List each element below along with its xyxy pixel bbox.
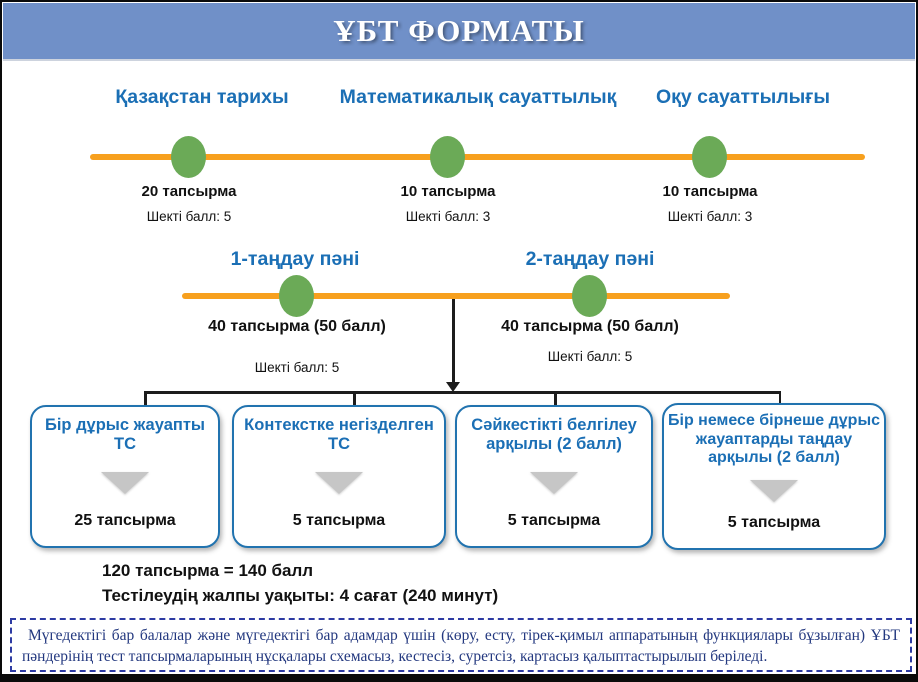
timeline-dot-icon (572, 275, 607, 317)
threshold-label: Шекті балл: 5 (254, 360, 340, 375)
tasks-count-label: 10 тапсырма (400, 183, 496, 200)
total-duration: Тестілеудің жалпы уақыты: 4 сағат (240 минут) (102, 586, 499, 605)
total-tasks-points: 120 тапсырма = 140 балл (102, 561, 314, 580)
task-type-title: Контекстке негізделген ТС (244, 416, 434, 454)
tasks-count-label: 40 тапсырма (50 балл) (501, 318, 679, 335)
header-bar (3, 3, 915, 61)
down-triangle-icon (315, 472, 363, 494)
threshold-label: Шекті балл: 5 (547, 349, 633, 364)
threshold-label: Шекті балл: 5 (146, 209, 232, 224)
subject-title-history: Қазақстан тарихы (115, 86, 289, 108)
subject-title-elective-2: 2-таңдау пәні (525, 248, 655, 270)
tasks-count-label: 20 тапсырма (141, 183, 237, 200)
timeline-dot-icon (692, 136, 727, 178)
task-type-box-multiple-answers (662, 403, 886, 550)
subject-title-elective-1: 1-таңдау пәні (230, 248, 360, 270)
totals-summary (102, 558, 498, 608)
connector-horizontal-line (144, 391, 781, 394)
threshold-label: Шекті балл: 3 (405, 209, 491, 224)
task-type-count: 5 тапсырма (292, 512, 386, 529)
down-triangle-icon (750, 480, 798, 502)
timeline-dot-icon (171, 136, 206, 178)
subject-title-math-literacy: Математикалық сауаттылық (339, 86, 617, 108)
down-triangle-icon (530, 472, 578, 494)
subject-title-reading-literacy: Оқу сауаттылығы (655, 86, 831, 108)
task-type-title: Бір немесе бірнеше дұрыс жауаптарды таңдау арқылы (2 балл) (668, 412, 881, 467)
tasks-count-label: 10 тапсырма (662, 183, 758, 200)
task-type-count: 25 тапсырма (74, 512, 176, 529)
task-type-box-matching (455, 405, 653, 548)
timeline-dot-icon (430, 136, 465, 178)
task-type-title: Сәйкестікті белгілеу арқылы (2 балл) (471, 416, 637, 454)
timeline-row1-line (90, 154, 865, 160)
task-type-count: 5 тапсырма (727, 513, 821, 531)
accessibility-footnote: Мүгедектігі бар балалар және мүгедектігі бар адамдар үшін (көру, есту, тірек-қимыл аппаратының функциялары бұзылған) ҰБТ пәндерінің тест тапсырмаларының нұсқалары схемасыз, кестесіз, суретсіз, картасыз қалыптастырылып беріледі. (10, 618, 912, 672)
tasks-count-label: 40 тапсырма (50 балл) (208, 318, 386, 335)
connector-vertical-line (452, 299, 455, 383)
task-type-count: 5 тапсырма (507, 512, 601, 529)
page-title: ҰБТ ФОРМАТЫ (333, 13, 585, 48)
down-triangle-icon (101, 472, 149, 494)
task-type-box-single-answer (30, 405, 220, 548)
task-type-title: Бір дұрыс жауапты ТС (44, 416, 206, 454)
threshold-label: Шекті балл: 3 (667, 209, 753, 224)
task-type-box-context-based (232, 405, 446, 548)
timeline-dot-icon (279, 275, 314, 317)
timeline-row2-line (182, 293, 730, 299)
